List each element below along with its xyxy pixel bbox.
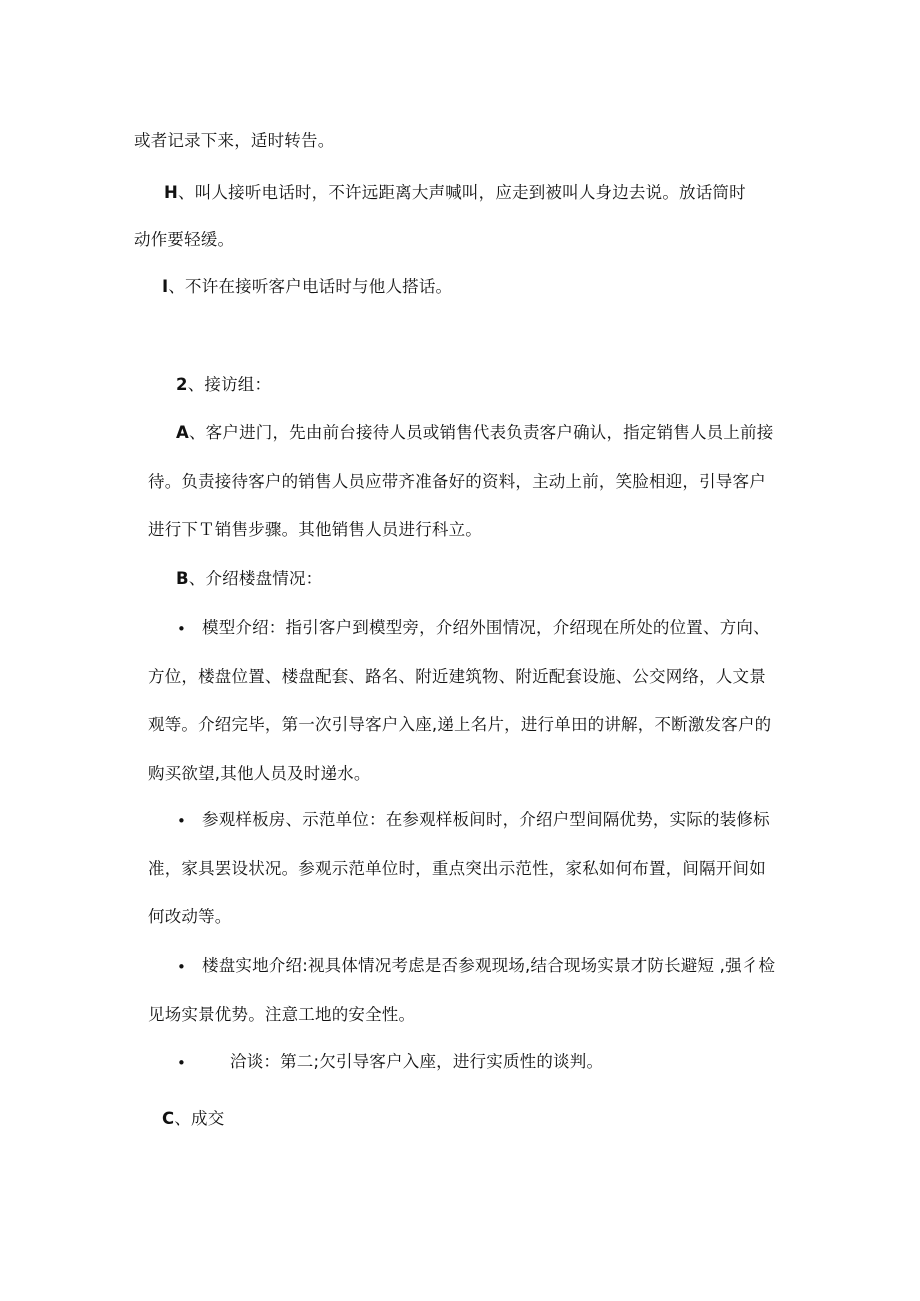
bullet-marker: • — [177, 1054, 186, 1072]
bullet-item-continuation — [148, 906, 232, 928]
text-line: 待。负责接待客户的销售人员应带齐准备好的资料，主动上前，笑脸相迎，引导客户 — [148, 472, 766, 491]
text-line: 准，家具罢设状况。参观示范单位时，重点突出示范性，家私如何布置，间隔开间如 — [148, 859, 766, 878]
text-line: 模型介绍：指引客户到模型旁，介绍外围情况，介绍现在所处的位置、方向、 — [202, 618, 770, 637]
item-c — [162, 1108, 224, 1130]
item-marker: H — [164, 183, 179, 202]
item-i — [162, 276, 452, 298]
text-line: 、介绍楼盘情况： — [188, 569, 323, 588]
item-marker: B — [176, 569, 189, 588]
text-line: 、客户进门，先由前台接待人员或销售代表负责客户确认，指定销售人员上前接 — [188, 423, 774, 442]
bullet-item-text — [202, 617, 770, 639]
text-line: 购买欲望,其他人员及时递水。 — [148, 764, 371, 783]
text-line: 、成交 — [174, 1109, 225, 1128]
bullet-marker: • — [177, 620, 186, 638]
text-line: 参观样板房、示范单位：在参观样板间时，介绍户型间隔优势，实际的装修标 — [202, 810, 770, 829]
bullet-item-continuation — [148, 666, 766, 688]
section-number: 2 — [176, 375, 188, 394]
text-line: 何改动等。 — [148, 907, 232, 926]
text-line: 进行下Ｔ销售步骤。其他销售人员进行科立。 — [148, 520, 482, 539]
item-a-continuation — [148, 519, 482, 541]
text-line: 、叫人接听电话时，不许远距离大声喊叫，应走到被叫人身边去说。放话筒时 — [178, 183, 746, 202]
bullet-item-continuation — [148, 858, 766, 880]
text-line: 观等。介绍完毕，第一次引导客户入座,递上名片，进行单田的讲解，不断激发客户的 — [148, 715, 772, 734]
bullet-item-text — [202, 809, 770, 831]
item-a — [176, 422, 773, 444]
text-line: 洽谈：第二;欠引导客户入座，进行实质性的谈判。 — [230, 1052, 604, 1071]
bullet-item-text — [230, 1051, 603, 1073]
section-title: 、接访组： — [187, 375, 272, 394]
item-h — [164, 182, 746, 204]
bullet-marker: • — [177, 812, 186, 830]
item-h-continuation — [134, 229, 234, 251]
item-marker: A — [176, 423, 189, 442]
paragraph-continuation — [134, 130, 334, 152]
item-marker: I — [162, 277, 169, 296]
item-a-continuation — [148, 471, 766, 493]
bullet-item-continuation — [148, 1004, 415, 1026]
bullet-item-continuation — [148, 714, 771, 736]
text-line: 或者记录下来，适时转告。 — [134, 131, 335, 150]
text-line: 动作要轻缓。 — [134, 230, 235, 249]
text-line: 、不许在接听客户电话时与他人搭话。 — [168, 277, 453, 296]
bullet-item-text — [202, 955, 775, 977]
text-line: 楼盘实地介绍:视具体情况考虑是否参观现场,结合现场实景才防长避短 ,强彳检 — [202, 956, 776, 975]
text-line: 见场实景优势。注意工地的安全性。 — [148, 1005, 416, 1024]
bullet-item-continuation — [148, 763, 371, 785]
item-b — [176, 568, 322, 590]
text-line: 方位，楼盘位置、楼盘配套、路名、附近建筑物、附近配套设施、公交网络，人文景 — [148, 667, 766, 686]
section-heading — [176, 374, 271, 396]
item-marker: C — [162, 1109, 175, 1128]
bullet-marker: • — [177, 958, 186, 976]
